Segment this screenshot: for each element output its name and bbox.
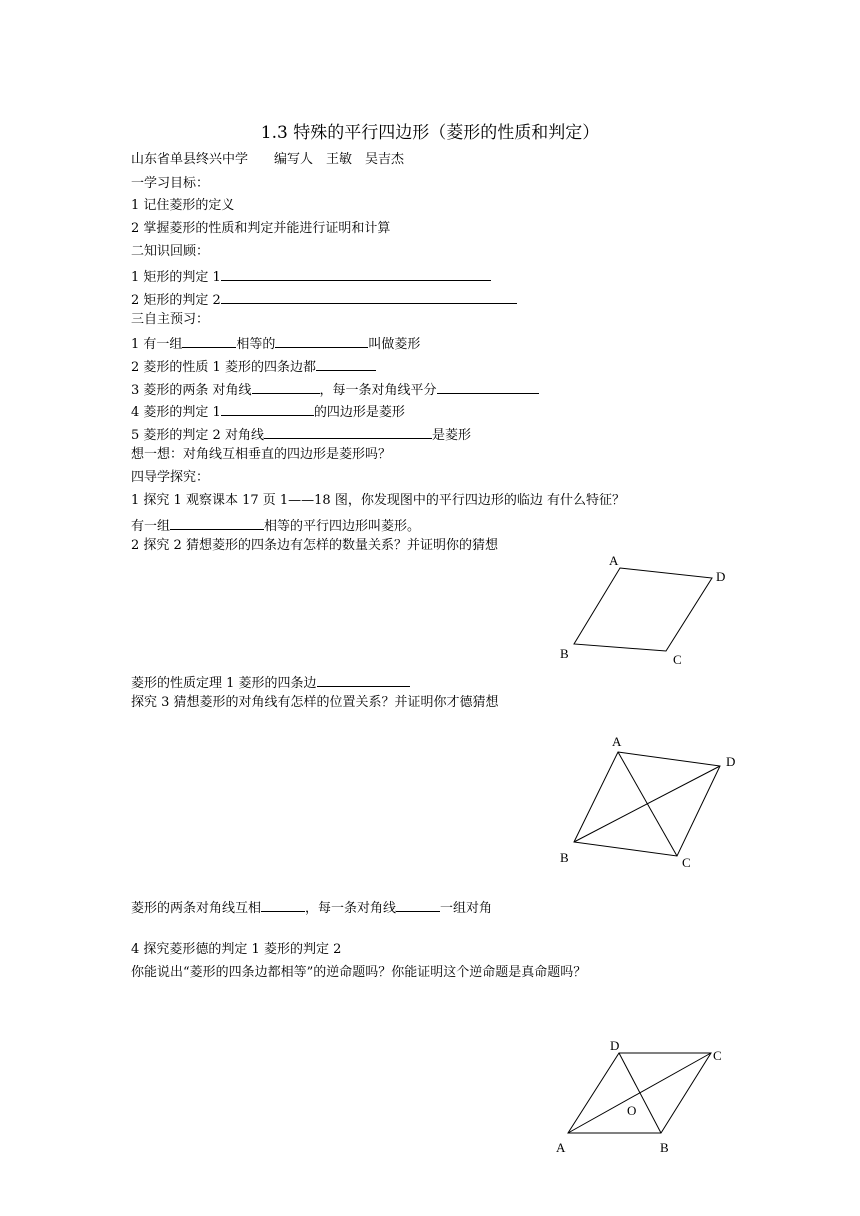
vertex-label-c: C — [673, 652, 682, 667]
vertex-label-b: B — [560, 646, 569, 661]
vertex-label-a: A — [556, 1140, 566, 1155]
preview-3-b: ，每一条对角线平分 — [319, 383, 437, 398]
preview-1-b: 相等的 — [236, 337, 276, 352]
explore-4-question: 你能说出“菱形的四条边都相等”的逆命题吗？你能证明这个逆命题是真命题吗？ — [131, 965, 587, 980]
property-theorem-1-text: 菱形的性质定理 1 菱形的四条边 — [131, 676, 317, 691]
review-2-text: 2 矩形的判定 2 — [131, 293, 221, 308]
vertex-label-a: A — [612, 734, 622, 749]
explore-1-answer-b: 相等的平行四边形叫菱形。 — [264, 519, 421, 534]
section2-heading: 二知识回顾： — [131, 244, 210, 259]
section1-heading: 一学习目标： — [131, 176, 210, 191]
preview-5-a: 5 菱形的判定 2 对角线 — [131, 428, 264, 443]
preview-2-text: 2 菱形的性质 1 菱形的四条边都 — [131, 360, 316, 375]
explore-2: 2 探究 2 猜想菱形的四条边有怎样的数量关系？并证明你的猜想 — [131, 538, 498, 553]
section4-heading: 四导学探究： — [131, 470, 210, 485]
page-title: 1.3 特殊的平行四边形（菱形的性质和判定） — [260, 123, 600, 143]
goal-1: 1 记住菱形的定义 — [131, 198, 235, 213]
vertex-label-a: A — [609, 553, 619, 568]
explore-1: 1 探究 1 观察课本 17 页 1——18 图，你发现图中的平行四边形的临边 有什么特征？ — [131, 493, 625, 508]
author-line: 山东省单县终兴中学 编写人 王敏 吴吉杰 — [131, 152, 405, 167]
preview-4-b: 的四边形是菱形 — [313, 405, 405, 420]
vertex-label-d: D — [610, 1038, 620, 1053]
diagonal-ac — [568, 1053, 711, 1133]
preview-5-b: 是菱形 — [431, 428, 471, 443]
vertex-label-b: B — [660, 1140, 669, 1155]
preview-1-c: 叫做菱形 — [368, 337, 421, 352]
explore-3: 探究 3 猜想菱形的对角线有怎样的位置关系？并证明你才德猜想 — [131, 695, 499, 710]
vertex-label-d: D — [726, 754, 736, 769]
vertex-label-c: C — [682, 855, 691, 870]
preview-1-a: 1 有一组 — [131, 337, 183, 352]
review-1-text: 1 矩形的判定 1 — [131, 270, 221, 285]
preview-4-a: 4 菱形的判定 1 — [131, 405, 221, 420]
section3-heading: 三自主预习： — [131, 312, 210, 327]
explore-4: 4 探究菱形德的判定 1 菱形的判定 2 — [131, 942, 342, 957]
diagonal-property-c: 一组对角 — [440, 901, 493, 916]
goal-2: 2 掌握菱形的性质和判定并能进行证明和计算 — [131, 221, 391, 236]
vertex-label-c: C — [713, 1048, 722, 1063]
explore-1-answer-a: 有一组 — [131, 519, 171, 534]
vertex-label-d: D — [716, 569, 726, 584]
preview-3-a: 3 菱形的两条 对角线 — [131, 383, 252, 398]
diagonal-property-a: 菱形的两条对角线互相 — [131, 901, 262, 916]
think-line: 想一想：对角线互相垂直的四边形是菱形吗？ — [131, 447, 392, 462]
vertex-label-b: B — [560, 850, 569, 865]
diagonal-property-b: ，每一条对角线 — [305, 901, 397, 916]
center-label-o: O — [627, 1103, 637, 1118]
